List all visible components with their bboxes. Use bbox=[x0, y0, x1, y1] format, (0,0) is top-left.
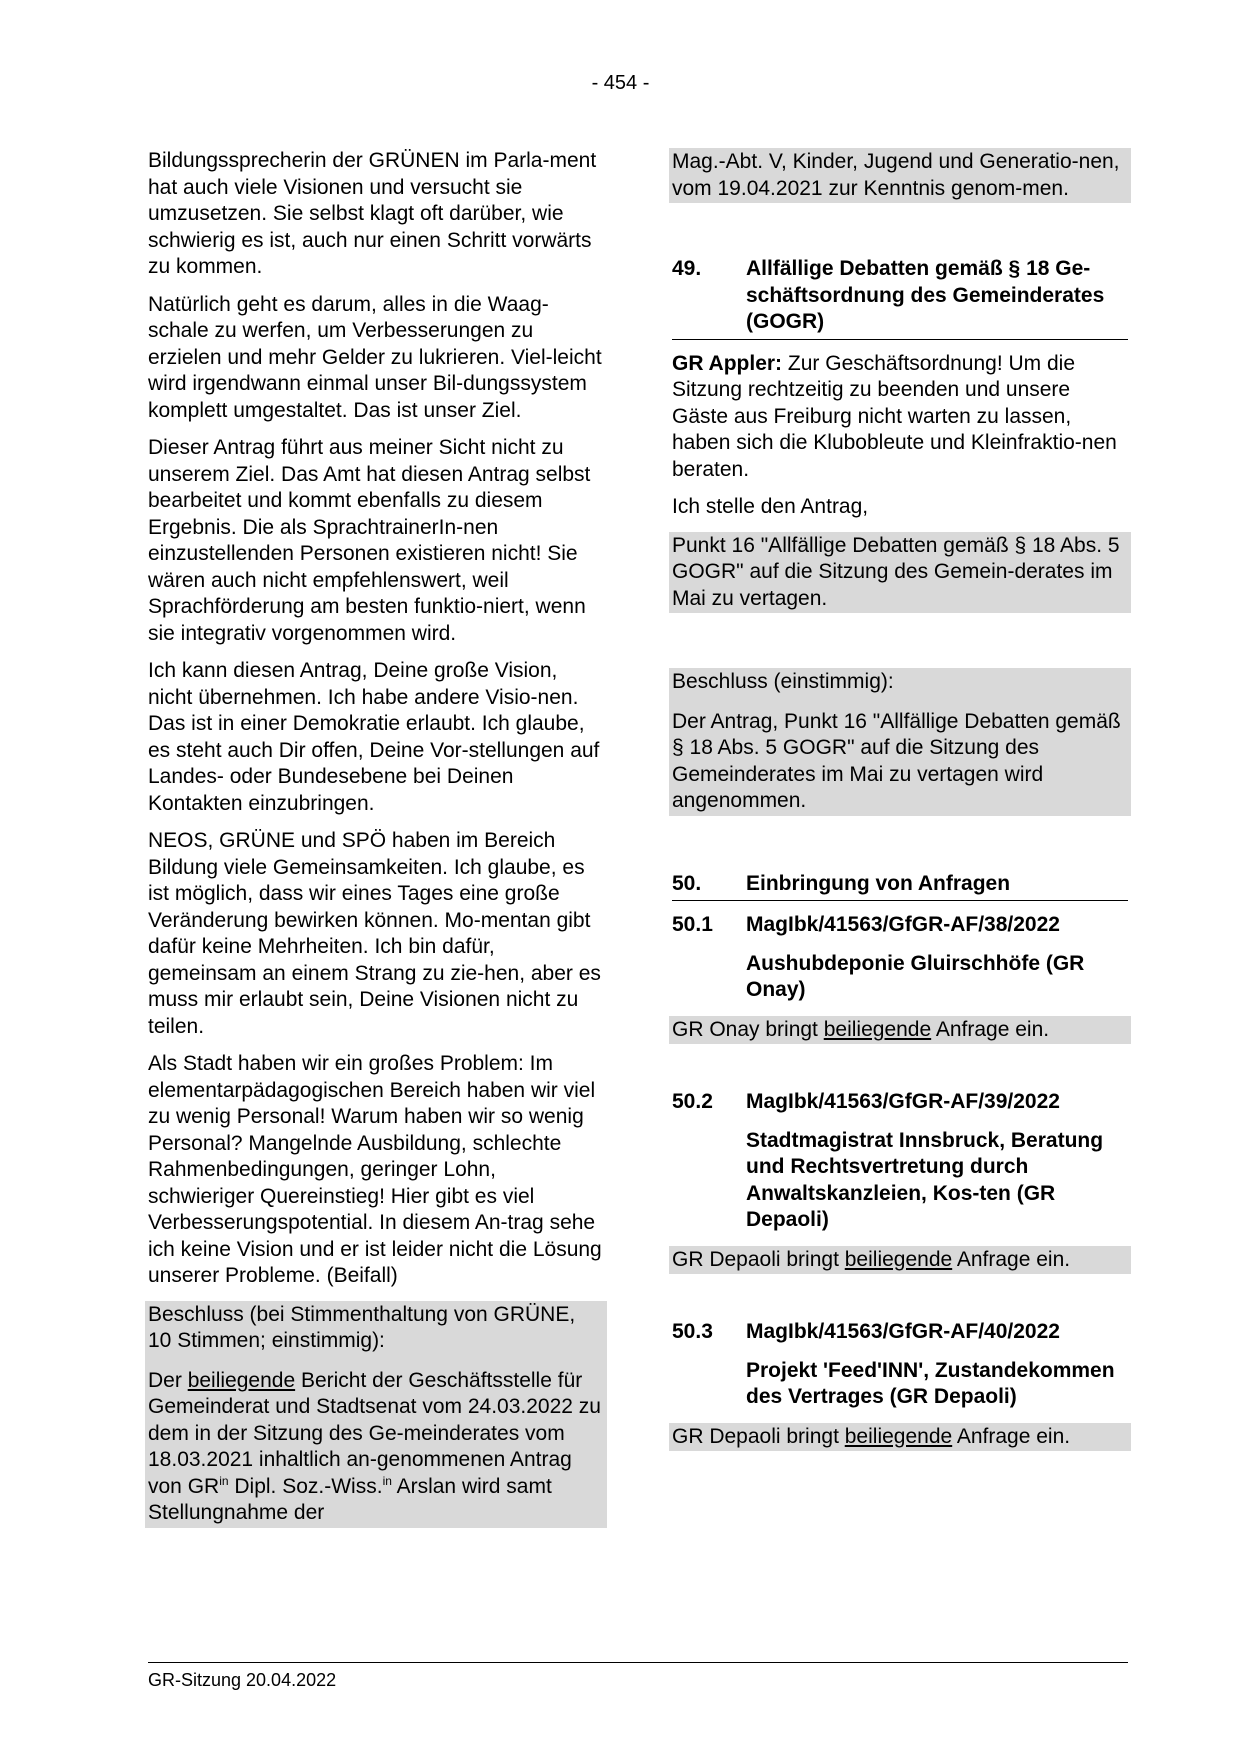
text: GR Depaoli bringt bbox=[672, 1424, 845, 1448]
inquiry-reference: MagIbk/41563/GfGR-AF/40/2022 bbox=[746, 1320, 1060, 1343]
spacer bbox=[672, 1285, 1128, 1319]
section-50-heading bbox=[672, 871, 1128, 902]
inquiry-text bbox=[669, 1016, 1131, 1045]
paragraph: Als Stadt haben wir ein großes Problem: Im elementarpädagogischen Bereich haben wir viel zu wenig Personal! Warum haben wir so wenig Personal? Mangelnde Ausbildung, schlechte Rahmenbedingungen, geringer Lohn, schwieriger Quereinstieg! Hier gibt es viel Verbesserungspotential. In diesem An-trag sehe ich keine Vision und er ist leider nicht die Lösung unserer Probleme. (Beifall) bbox=[148, 1052, 602, 1287]
section-49-heading bbox=[672, 256, 1128, 340]
inquiry-number: 50.3 bbox=[672, 1320, 713, 1343]
section-number: 49. bbox=[672, 257, 702, 280]
text: Der bbox=[148, 1368, 188, 1392]
superscript: in bbox=[219, 1473, 229, 1488]
text: Anfrage ein. bbox=[931, 1017, 1050, 1041]
paragraph: Bildungssprecherin der GRÜNEN im Parla-ment hat auch viele Visionen und versucht sie umzusetzen. Sie selbst klagt oft darüber, wie schwierig es ist, auch nur einen Schritt vorwärts zu kommen. bbox=[148, 149, 597, 278]
inquiry-heading bbox=[672, 1089, 1128, 1116]
spacer bbox=[672, 827, 1128, 871]
text: Dipl. Soz.-Wiss. bbox=[228, 1474, 383, 1498]
speech-text: Zur Geschäftsordnung! Um die Sitzung rechtzeitig zu beenden und unsere Gäste aus Freiburg nicht warten zu lassen, haben sich die Klubobleute und Kleinfraktio-nen beraten. bbox=[672, 351, 1117, 481]
footer-text: GR-Sitzung 20.04.2022 bbox=[148, 1670, 337, 1690]
attachment-link[interactable]: beiliegende bbox=[823, 1017, 932, 1041]
text: Bericht der Geschäftsstelle für Gemeinderat und Stadtsenat vom 24.03.2022 zu dem in der Sitzung des Ge-meinderates vom 18.03.2021 inhaltlich an-genommenen Antrag von GR bbox=[148, 1368, 601, 1498]
inquiry-50-3 bbox=[672, 1319, 1128, 1451]
attachment-link[interactable]: beiliegende bbox=[187, 1368, 296, 1392]
right-column bbox=[672, 148, 1128, 1462]
paragraph: NEOS, GRÜNE und SPÖ haben im Bereich Bildung viele Gemeinsamkeiten. Ich glaube, es ist möglich, dass wir eines Tages eine große Veränderung bewirken können. Mo-mentan gibt dafür keine Mehrheiten. Ich bin dafür, gemeinsam an einem Strang zu zie-hen, aber es muss mir erlaubt sein, Deine Visionen nicht zu teilen. bbox=[148, 829, 601, 1038]
inquiry-reference: MagIbk/41563/GfGR-AF/39/2022 bbox=[746, 1090, 1060, 1113]
inquiry-heading bbox=[672, 1319, 1128, 1346]
resolution-text: Der Antrag, Punkt 16 "Allfällige Debatten gemäß § 18 Abs. 5 GOGR" auf die Sitzung des Gemeinderates im Mai zu vertagen wird angenommen. bbox=[669, 697, 1131, 816]
inquiry-title: Projekt 'Feed'INN', Zustandekommen des Vertrages (GR Depaoli) bbox=[746, 1358, 1115, 1408]
text: Anfrage ein. bbox=[952, 1247, 1071, 1271]
inquiry-number: 50.2 bbox=[672, 1090, 713, 1113]
spacer bbox=[672, 624, 1128, 668]
inquiry-title: Stadtmagistrat Innsbruck, Beratung und Rechtsvertretung durch Anwaltskanzleien, Kos-ten (GR Depaoli) bbox=[746, 1128, 1104, 1231]
left-column bbox=[148, 148, 604, 1539]
inquiry-text bbox=[669, 1423, 1131, 1452]
paragraph: Dieser Antrag führt aus meiner Sicht nicht zu unserem Ziel. Das Amt hat diesen Antrag selbst bearbeitet und kommt ebenfalls zu diesem Ergebnis. Die als SprachtrainerIn-nen einzustellenden Personen existieren nicht! Sie wären auch nicht empfehlenswert, weil Sprachförderung am besten funktio-niert, wenn sie integrativ vorgenommen wird. bbox=[148, 436, 591, 645]
continuation-text: Mag.-Abt. V, Kinder, Jugend und Generatio-nen, vom 19.04.2021 zur Kenntnis genom-men. bbox=[669, 148, 1131, 203]
inquiry-title: Aushubdeponie Gluirschhöfe (GR Onay) bbox=[746, 951, 1085, 1001]
motion-text: Punkt 16 "Allfällige Debatten gemäß § 18 Abs. 5 GOGR" auf die Sitzung des Gemein-derates im Mai zu vertagen. bbox=[669, 532, 1131, 614]
text: GR Onay bringt bbox=[672, 1017, 824, 1041]
attachment-link[interactable]: beiliegende bbox=[844, 1424, 953, 1448]
spacer bbox=[672, 214, 1128, 256]
section-number: 50. bbox=[672, 871, 702, 895]
inquiry-heading bbox=[672, 912, 1128, 939]
paragraph: Ich kann diesen Antrag, Deine große Vision, nicht übernehmen. Ich habe andere Visio-nen. Das ist in einer Demokratie erlaubt. Ich glaube, es steht auch Dir offen, Deine Vor-stellungen auf Landes- oder Bundesebene bei Deinen Kontakten einzubringen. bbox=[148, 659, 600, 815]
footer-divider bbox=[148, 1662, 1128, 1663]
resolution-heading: Beschluss (bei Stimmenthaltung von GRÜNE, 10 Stimmen; einstimmig): bbox=[145, 1301, 607, 1356]
inquiry-reference: MagIbk/41563/GfGR-AF/38/2022 bbox=[746, 913, 1060, 936]
spacer bbox=[672, 1055, 1128, 1089]
attachment-link[interactable]: beiliegende bbox=[844, 1247, 953, 1271]
text: Anfrage ein. bbox=[952, 1424, 1071, 1448]
section-title: Einbringung von Anfragen bbox=[746, 871, 1011, 895]
resolution-heading: Beschluss (einstimmig): bbox=[669, 668, 1131, 697]
paragraph: Ich stelle den Antrag, bbox=[672, 495, 869, 518]
resolution-text bbox=[145, 1356, 607, 1528]
inquiry-50-2 bbox=[672, 1089, 1128, 1274]
paragraph: Natürlich geht es darum, alles in die Waag-schale zu werfen, um Verbesserungen zu erzielen und mehr Gelder zu lukrieren. Viel-leicht wird irgendwann einmal unser Bil-dungssystem komplett umgestaltet. Das ist unser Ziel. bbox=[148, 292, 602, 422]
page-number: - 454 - bbox=[591, 72, 650, 94]
inquiry-number: 50.1 bbox=[672, 913, 713, 936]
section-title: Allfällige Debatten gemäß § 18 Ge-schäftsordnung des Gemeinderates (GOGR) bbox=[746, 257, 1105, 333]
text: Arslan wird samt Stellungnahme der bbox=[148, 1474, 552, 1524]
speaker-paragraph bbox=[672, 351, 1128, 484]
inquiry-text bbox=[669, 1246, 1131, 1275]
speaker-name: GR Appler: bbox=[672, 351, 783, 375]
text: GR Depaoli bringt bbox=[672, 1247, 845, 1271]
superscript: in bbox=[382, 1473, 392, 1488]
inquiry-50-1 bbox=[672, 912, 1128, 1044]
